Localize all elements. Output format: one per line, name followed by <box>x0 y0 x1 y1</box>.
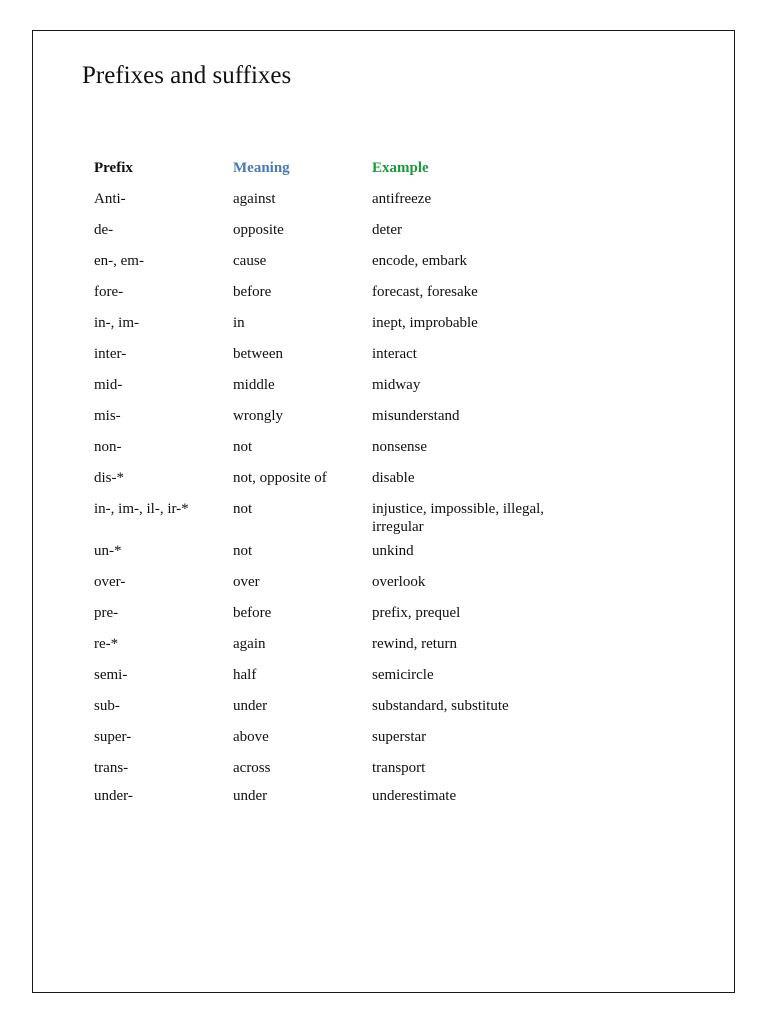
table-row <box>94 345 654 376</box>
prefix-cell: super- <box>94 729 132 745</box>
prefix-cell: re-* <box>94 636 119 652</box>
example-cell: rewind, return <box>372 636 457 652</box>
table-row <box>94 252 654 283</box>
prefix-table <box>94 159 654 818</box>
example-cell: overlook <box>372 574 426 590</box>
meaning-cell: between <box>233 346 283 362</box>
page-title: Prefixes and suffixes <box>82 62 292 89</box>
meaning-cell: not <box>233 439 253 455</box>
table-row <box>94 666 654 697</box>
prefix-cell: inter- <box>94 346 127 362</box>
table-header-row <box>94 159 654 190</box>
prefix-cell: non- <box>94 439 122 455</box>
table-row <box>94 376 654 407</box>
meaning-cell: opposite <box>233 222 284 238</box>
prefix-cell: Anti- <box>94 191 126 207</box>
table-row <box>94 604 654 635</box>
table-row <box>94 500 654 542</box>
example-cell: semicircle <box>372 667 434 683</box>
prefix-cell: under- <box>94 788 133 804</box>
prefix-cell: pre- <box>94 605 119 621</box>
meaning-cell: again <box>233 636 266 652</box>
table-row <box>94 314 654 345</box>
prefix-cell: un-* <box>94 543 122 559</box>
example-cell: injustice, impossible, illegal, irregular <box>372 501 545 535</box>
meaning-cell: wrongly <box>233 408 283 424</box>
meaning-cell: not, opposite of <box>233 470 327 486</box>
meaning-cell: not <box>233 543 253 559</box>
prefix-cell: dis-* <box>94 470 124 486</box>
prefix-cell: en-, em- <box>94 253 144 269</box>
meaning-cell: across <box>233 760 271 776</box>
table-row <box>94 542 654 573</box>
prefix-cell: over- <box>94 574 126 590</box>
table-row <box>94 190 654 221</box>
prefix-cell: mid- <box>94 377 123 393</box>
meaning-cell: above <box>233 729 269 745</box>
table-row <box>94 759 654 787</box>
example-cell: superstar <box>372 729 427 745</box>
example-cell: interact <box>372 346 417 362</box>
example-cell: substandard, substitute <box>372 698 509 714</box>
example-cell: antifreeze <box>372 191 432 207</box>
prefix-cell: fore- <box>94 284 124 300</box>
prefix-cell: in-, im- <box>94 315 139 331</box>
example-cell: disable <box>372 470 415 486</box>
example-cell: encode, embark <box>372 253 467 269</box>
meaning-cell: middle <box>233 377 275 393</box>
meaning-cell: before <box>233 605 272 621</box>
table-row <box>94 438 654 469</box>
meaning-cell: over <box>233 574 260 590</box>
meaning-cell: before <box>233 284 272 300</box>
prefix-cell: sub- <box>94 698 120 714</box>
header-example: Example <box>372 160 429 176</box>
example-cell: inept, improbable <box>372 315 478 331</box>
example-cell: misunderstand <box>372 408 460 424</box>
prefix-cell: de- <box>94 222 114 238</box>
table-row <box>94 407 654 438</box>
meaning-cell: against <box>233 191 276 207</box>
example-cell: unkind <box>372 543 414 559</box>
meaning-cell: half <box>233 667 257 683</box>
table-row <box>94 221 654 252</box>
prefix-cell: mis- <box>94 408 121 424</box>
meaning-cell: cause <box>233 253 267 269</box>
prefix-cell: in-, im-, il-, ir-* <box>94 501 189 517</box>
example-cell: deter <box>372 222 402 238</box>
example-cell: nonsense <box>372 439 427 455</box>
prefix-cell: semi- <box>94 667 128 683</box>
header-prefix: Prefix <box>94 160 133 176</box>
example-cell: underestimate <box>372 788 457 804</box>
table-row <box>94 469 654 500</box>
prefix-cell: trans- <box>94 760 129 776</box>
table-row <box>94 283 654 314</box>
header-meaning: Meaning <box>233 160 290 176</box>
document-page <box>32 30 735 993</box>
example-cell: prefix, prequel <box>372 605 461 621</box>
table-row <box>94 728 654 759</box>
example-cell: midway <box>372 377 421 393</box>
meaning-cell: under <box>233 788 268 804</box>
meaning-cell: not <box>233 501 253 517</box>
example-cell: transport <box>372 760 426 776</box>
meaning-cell: in <box>233 315 245 331</box>
table-row <box>94 697 654 728</box>
table-row <box>94 787 654 818</box>
example-cell: forecast, foresake <box>372 284 478 300</box>
table-row <box>94 635 654 666</box>
meaning-cell: under <box>233 698 268 714</box>
table-row <box>94 573 654 604</box>
